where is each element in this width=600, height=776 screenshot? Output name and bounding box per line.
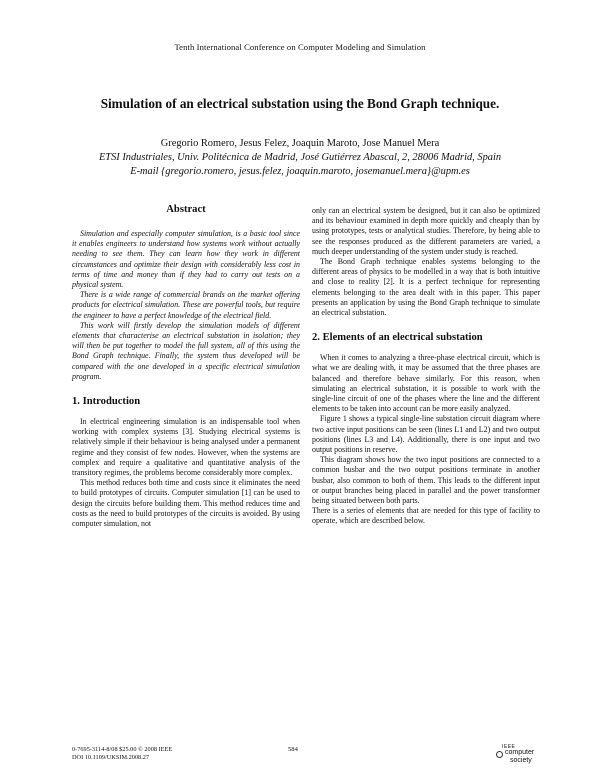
footer-copyright bbox=[72, 746, 172, 762]
doi-line: DOI 10.1109/UKSIM.2008.27 bbox=[72, 754, 150, 761]
body-paragraph: There is a series of elements that are needed for this type of facility to operate, which are described below. bbox=[312, 506, 540, 526]
body-paragraph: This method reduces both time and costs since it eliminates the need to build prototypes of circuits. Computer simulation [1] can be used to design the circuits before building them. This method reduces time and costs as the need to build prototypes of the circuits is avoided. By using computer simulation, not bbox=[72, 478, 300, 529]
logo-mark-icon bbox=[496, 751, 503, 758]
right-column bbox=[312, 206, 540, 527]
logo-society-text: society bbox=[510, 757, 532, 764]
computer-society-logo bbox=[496, 744, 544, 766]
body-paragraph: only can an electrical system be designed, but it can also be optimized and its behaviour examined in depth more quickly and cheaply than by using prototypes, tests or analytical studies. Therefore, by being able to see the responses produced as the different parameters are varied, a much deeper understanding of the system under study is reached. bbox=[312, 206, 540, 256]
body-paragraph: This diagram shows how the two input positions are connected to a common busbar and the two output positions terminate in another busbar, also common to both of them. This leads to the different input or output branches being placed in parallel and the power transformer being situated between both parts. bbox=[312, 455, 540, 506]
left-column bbox=[72, 204, 300, 529]
body-paragraph: When it comes to analyzing a three-phase electrical circuit, which is what we are dealing with, it may be assumed that the three phases are balanced and therefore behave similarly. For this reason, when simulating an electrical substation, it is possible to work with the single-line circuit of one of the phases where the line and the different elements to be taken into account can be more easily analyzed. bbox=[312, 353, 540, 414]
authors: Gregorio Romero, Jesus Felez, Joaquin Maroto, Jose Manuel Mera bbox=[160, 138, 440, 149]
page-number: 584 bbox=[288, 746, 298, 753]
section-heading-introduction: 1. Introduction bbox=[72, 396, 141, 408]
section-heading-elements: 2. Elements of an electrical substation bbox=[312, 332, 483, 344]
abstract-paragraph: There is a wide range of commercial brands on the market offering products for electrical simulation. These are powerful tools, but require the engineer to have a perfect knowledge of the electrical field. bbox=[72, 290, 300, 320]
abstract-heading: Abstract bbox=[166, 204, 206, 215]
paper-title: Simulation of an electrical substation using the Bond Graph technique. bbox=[100, 96, 500, 111]
running-header: Tenth International Conference on Computer Modeling and Simulation bbox=[174, 42, 426, 52]
affiliation: ETSI Industriales, Univ. Politécnica de Madrid, José Gutiérrez Abascal, 2, 28006 Madrid, Spain bbox=[98, 152, 502, 163]
abstract-paragraph: Simulation and especially computer simulation, is a basic tool since it enables engineers to understand how systems work without actually needing to see them. They can learn how they work in different circumstances and optimize their design with considerably less cost in terms of time and money than if they had to carry out tests on a physical system. bbox=[72, 229, 300, 290]
abstract-paragraph: This work will firstly develop the simulation models of different elements that characterise an electrical substation in isolation; they will then be put together to model the full system, all of this using the Bond Graph technique. Finally, the system thus developed will be compared with the one developed in a specific electrical simulation program. bbox=[72, 320, 300, 381]
email-line: E-mail {gregorio.romero, jesus.felez, joaquin.maroto, josemanuel.mera}@upm.es bbox=[130, 166, 470, 177]
logo-computer-text: computer bbox=[505, 749, 535, 756]
isbn-line: 0-7695-3114-8/08 $25.00 © 2008 IEEE bbox=[72, 746, 173, 753]
body-paragraph: In electrical engineering simulation is an indispensable tool when working with complex systems [3]. Studying electrical systems is relatively simple if their behaviour is being analysed under a permanent regime and they consist of few nodes. However, when the systems are complex and require a qualitative and quantitative analysis of the transitory regimes, the problems become considerably more complex. bbox=[72, 417, 300, 478]
body-paragraph: The Bond Graph technique enables systems belonging to the different areas of physics to be modelled in a way that is both intuitive and close to reality [2]. It is a perfect technique for representing elements belonging to the area dealt with in this paper. This paper presents an application by using the Bond Graph technique to simulate an electrical substation. bbox=[312, 257, 540, 318]
logo-ieee-text: IEEE bbox=[502, 744, 516, 750]
body-paragraph: Figure 1 shows a typical single-line substation circuit diagram where two active input positions can be seen (lines L1 and L2) and two output positions (lines L3 and L4). Additionally, there is one input and two output positions in reserve. bbox=[312, 414, 540, 455]
